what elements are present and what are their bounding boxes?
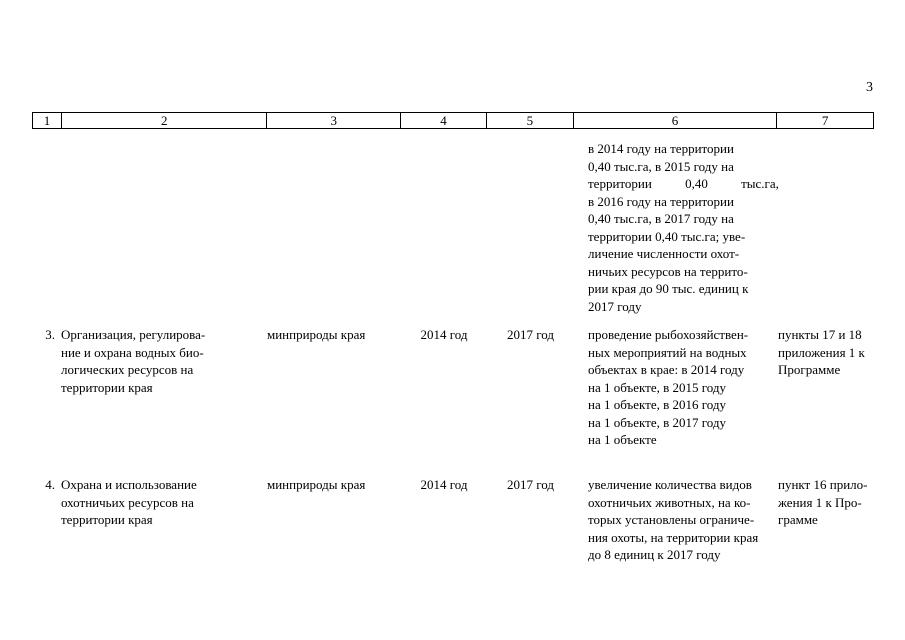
text-line: проведение рыбохозяйствен-: [588, 327, 749, 342]
text-line: до 8 единиц к 2017 году: [588, 547, 721, 562]
text-line: объектах в крае: в 2014 году: [588, 362, 745, 377]
header-col-3: 3: [267, 113, 401, 128]
end-year: 2017 год: [507, 477, 554, 492]
text-line: в 2014 году на территории: [588, 141, 734, 156]
executor: минприроды края: [267, 477, 366, 492]
text-line: личение численности охот-: [588, 246, 740, 261]
end-year: 2017 год: [507, 327, 554, 342]
text-line: ничьих ресурсов на террито-: [588, 263, 748, 279]
activity-name: [61, 326, 267, 466]
executor: минприроды края: [267, 327, 366, 342]
text-line: на 1 объекте, в 2016 году: [588, 397, 726, 412]
text-line: ных мероприятий на водных: [588, 344, 747, 360]
text-line: Организация, регулирова-: [61, 327, 206, 342]
program-link: [778, 326, 874, 466]
row-number: 4.: [45, 477, 55, 492]
text-line: 0,40 тыс.га, в 2015 году на: [588, 158, 734, 174]
page-number: 3: [866, 80, 873, 95]
text-line: территории 0,40 тыс.га,: [588, 176, 779, 191]
text-line: пункты 17 и 18: [778, 327, 862, 342]
text-line: территории 0,40 тыс.га; уве-: [588, 228, 746, 244]
text-line: торых установлены ограниче-: [588, 512, 755, 527]
text-line: на 1 объекте, в 2015 году: [588, 379, 726, 395]
text-line: рии края до 90 тыс. единиц к: [588, 281, 749, 296]
text-line: 2017 году: [588, 298, 642, 314]
table-body: [32, 140, 874, 576]
text-line: Программе: [778, 362, 841, 377]
text-line: в 2016 году на территории: [588, 193, 734, 209]
header-col-2: 2: [62, 113, 268, 128]
text-line: ния охоты, на территории края: [588, 529, 759, 545]
table-row: [32, 476, 874, 576]
text-line: ние и охрана водных био-: [61, 344, 204, 360]
table-header-row: [32, 112, 874, 129]
header-col-4: 4: [401, 113, 487, 128]
start-year: 2014 год: [420, 327, 468, 342]
expected-result: [574, 326, 778, 466]
text-line: Охрана и использование: [61, 477, 197, 492]
text-line: логических ресурсов на: [61, 362, 194, 377]
text-line: на 1 объекте: [588, 432, 657, 447]
expected-result: [574, 476, 778, 576]
text-line: на 1 объекте, в 2017 году: [588, 414, 726, 430]
text-line: территории края: [61, 512, 153, 527]
text-line: охотничьих животных, на ко-: [588, 494, 751, 510]
text-line: грамме: [778, 512, 818, 527]
text-line: приложения 1 к: [778, 344, 865, 360]
continuation-result-text: [574, 140, 778, 318]
header-col-5: 5: [487, 113, 574, 128]
text-line: жения 1 к Про-: [778, 494, 862, 510]
program-link: [778, 476, 874, 576]
header-col-1: 1: [33, 113, 62, 128]
table-row: [32, 326, 874, 466]
text-line: пункт 16 прило-: [778, 477, 868, 492]
table-row-continuation: [32, 140, 874, 318]
activity-name: [61, 476, 267, 576]
text-line: территории края: [61, 379, 153, 395]
text-line: охотничьих ресурсов на: [61, 494, 194, 510]
text-line: увеличение количества видов: [588, 477, 752, 492]
text-line: 0,40 тыс.га, в 2017 году на: [588, 211, 734, 226]
start-year: 2014 год: [420, 477, 468, 492]
header-col-7: 7: [821, 113, 829, 128]
header-col-6: 6: [574, 113, 778, 128]
row-number: 3.: [45, 327, 55, 342]
